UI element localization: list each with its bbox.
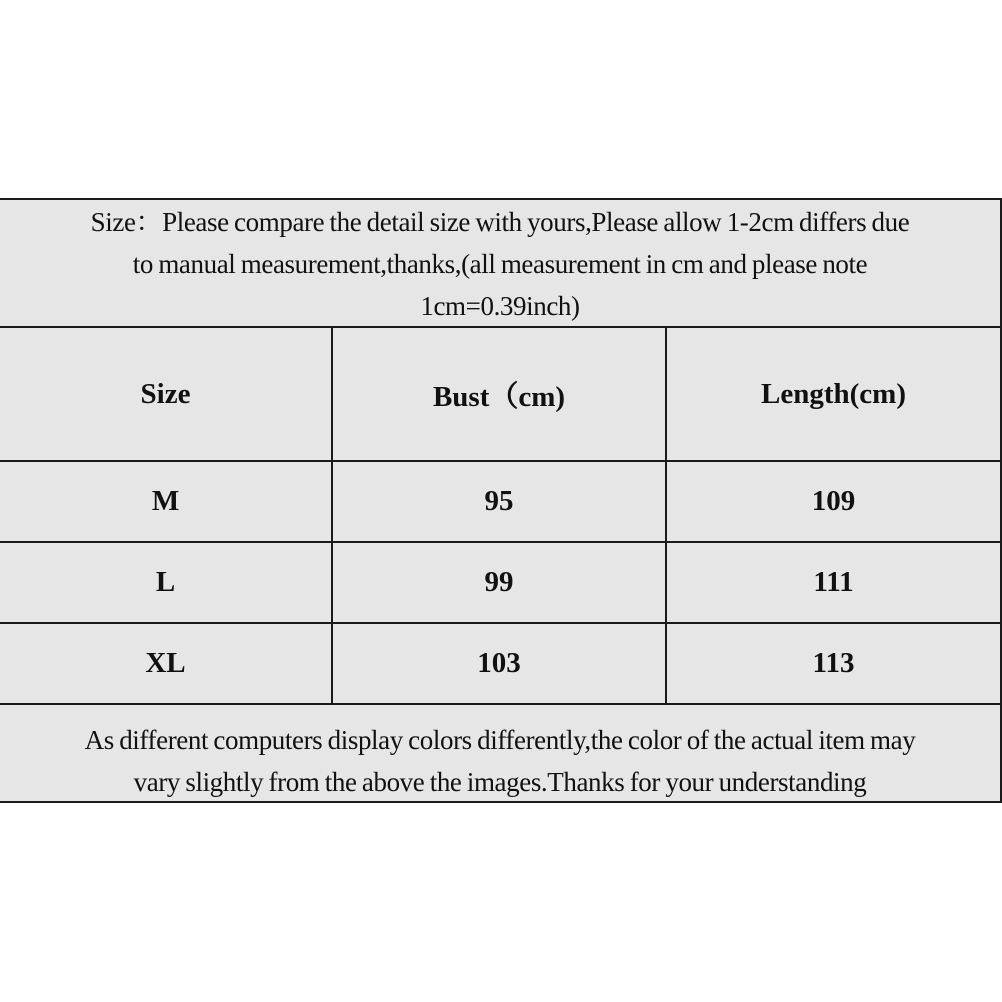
table-row	[0, 623, 1000, 704]
header-length: Length(cm)	[666, 328, 1000, 461]
color-disclaimer-line-2: vary slightly from the above the images.Thanks for your understanding	[133, 767, 867, 797]
cell-length: 113	[666, 623, 1000, 704]
size-notice	[0, 200, 1000, 328]
size-notice-line-2: to manual measurement,thanks,(all measurement in cm and please note	[132, 249, 868, 279]
size-table-header-row	[0, 328, 1000, 461]
table-row	[0, 542, 1000, 623]
cell-bust: 95	[332, 461, 666, 542]
table-row	[0, 461, 1000, 542]
cell-length: 109	[666, 461, 1000, 542]
cell-bust: 103	[332, 623, 666, 704]
size-chart	[0, 198, 1002, 803]
header-size: Size	[0, 328, 332, 461]
size-notice-line-3: 1cm=0.39inch)	[420, 291, 580, 321]
cell-size: L	[0, 542, 332, 623]
cell-length: 111	[666, 542, 1000, 623]
header-bust: Bust（cm)	[332, 328, 666, 461]
cell-bust: 99	[332, 542, 666, 623]
cell-size: M	[0, 461, 332, 542]
size-notice-line-1: Size：Please compare the detail size with yours,Please allow 1-2cm differs due	[90, 207, 910, 237]
color-disclaimer-line-1: As different computers display colors differently,the color of the actual item may	[84, 725, 916, 755]
size-table	[0, 328, 1000, 705]
color-disclaimer	[0, 705, 1000, 801]
cell-size: XL	[0, 623, 332, 704]
